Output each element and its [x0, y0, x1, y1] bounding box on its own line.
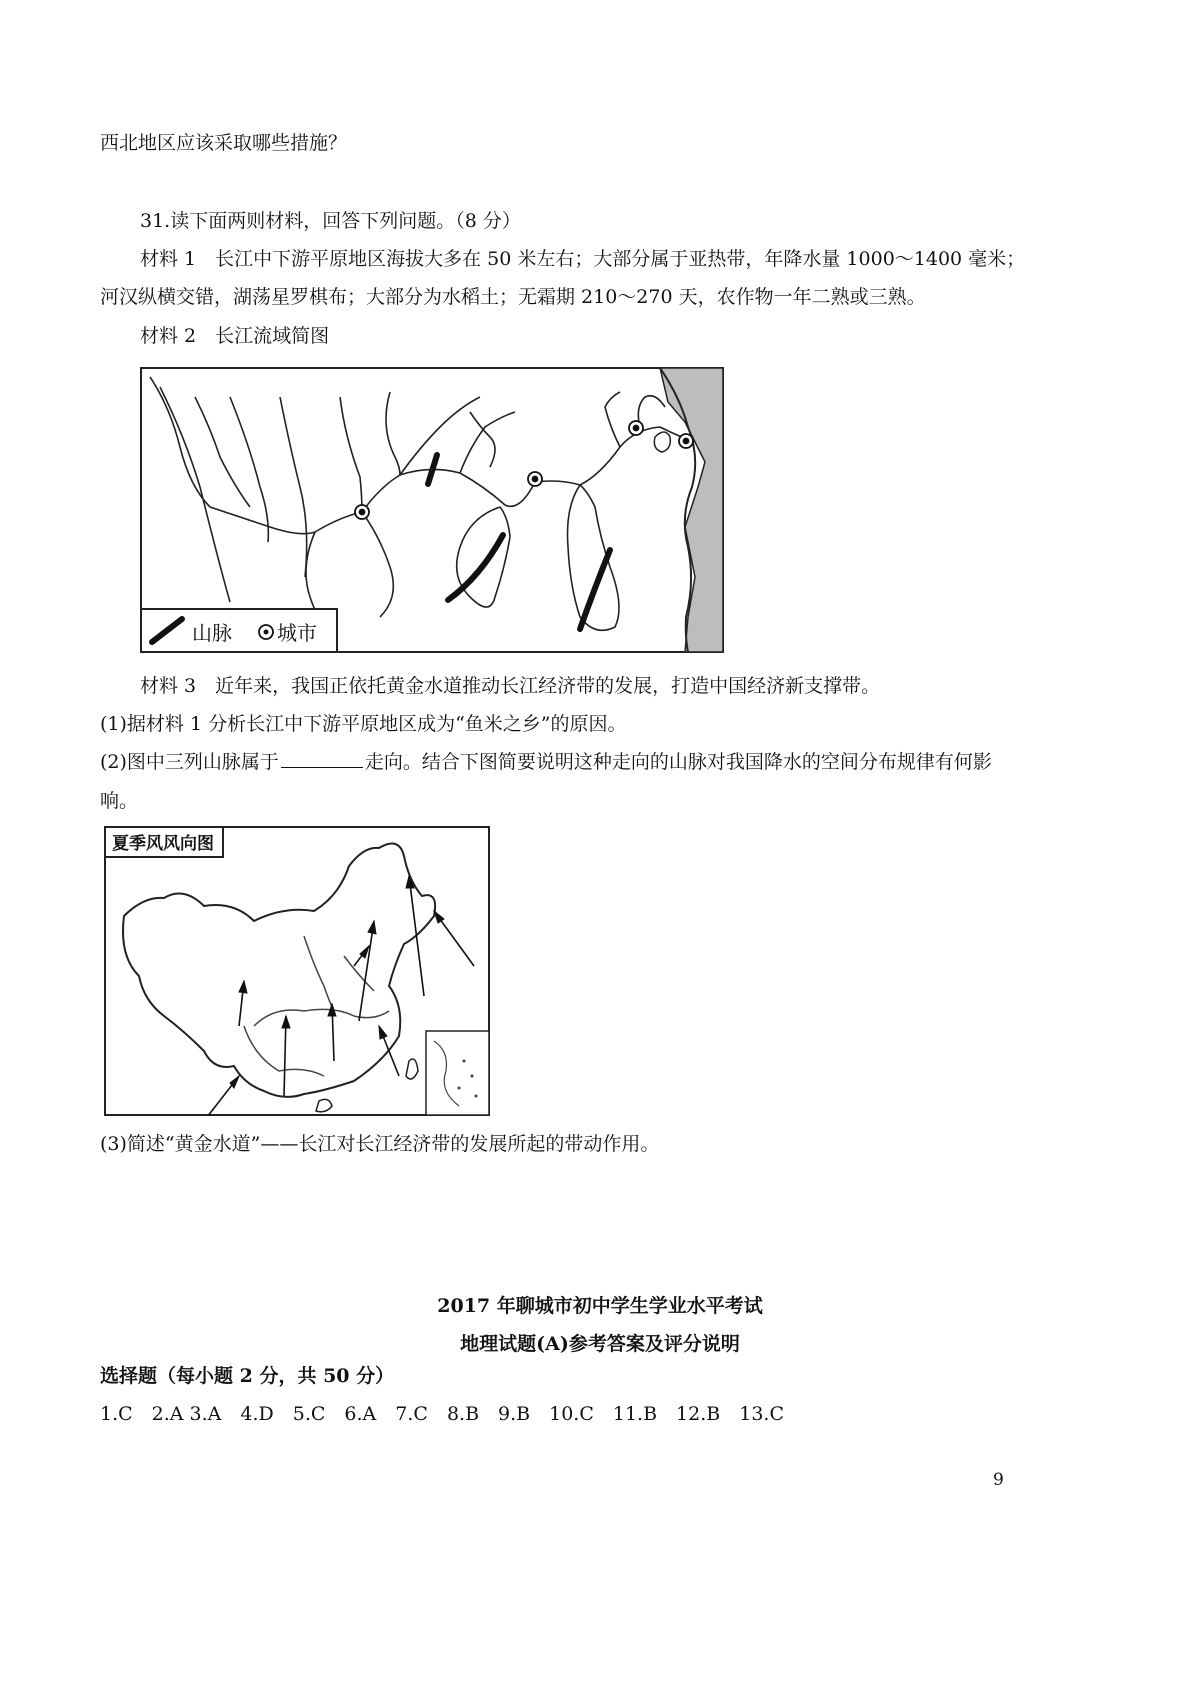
summer-monsoon-map [104, 826, 490, 1116]
legend-city-symbol [259, 625, 273, 639]
choice-section-title: 选择题（每小题 2 分，共 50 分） [100, 1365, 395, 1387]
choice-answers: 1.C 2.A 3.A 4.D 5.C 6.A 7.C 8.B 9.B 10.C 11.B 12.B 13.C [100, 1403, 784, 1425]
material-2-caption: 材料 2 长江流域简图 [140, 325, 330, 347]
material-3: 材料 3 近年来，我国正依托黄金水道推动长江经济带的发展，打造中国经济新支撑带。 [140, 675, 881, 697]
sub-question-2: (2)图中三列山脉属于 走向。结合下图简要说明这种走向的山脉对我国降水的空间分布规律有何影 [100, 751, 992, 773]
sub-question-2-line-2: 响。 [100, 790, 139, 812]
legend-city-label: 城市 [277, 621, 317, 645]
city-marker [528, 472, 542, 486]
monsoon-map-title: 夏季风风向图 [112, 834, 214, 854]
answer-heading-2: 地理试题(A)参考答案及评分说明 [460, 1333, 740, 1355]
answer-blank [281, 751, 363, 768]
question-31-title: 31.读下面两则材料，回答下列问题。（8 分） [140, 210, 521, 232]
city-marker [629, 421, 643, 435]
city-marker [679, 434, 693, 448]
yangtze-basin-map [140, 367, 724, 653]
legend-mountain-label: 山脉 [192, 621, 232, 645]
city-marker [355, 505, 369, 519]
page-number: 9 [993, 1470, 1004, 1490]
top-question: 西北地区应该采取哪些措施？ [100, 132, 348, 154]
sub-question-1: (1)据材料 1 分析长江中下游平原地区成为“鱼米之乡”的原因。 [100, 713, 627, 735]
answer-heading-1: 2017 年聊城市初中学生学业水平考试 [437, 1295, 763, 1317]
sub-question-3: (3)简述“黄金水道”——长江对长江经济带的发展所起的带动作用。 [100, 1133, 660, 1155]
material-1-line-2: 河汉纵横交错，湖荡星罗棋布；大部分为水稻土；无霜期 210～270 天，农作物一年二熟或三熟。 [100, 286, 926, 308]
material-1-line-1: 材料 1 长江中下游平原地区海拔大多在 50 米左右；大部分属于亚热带，年降水量 1000～1400 毫米； [140, 248, 1026, 270]
